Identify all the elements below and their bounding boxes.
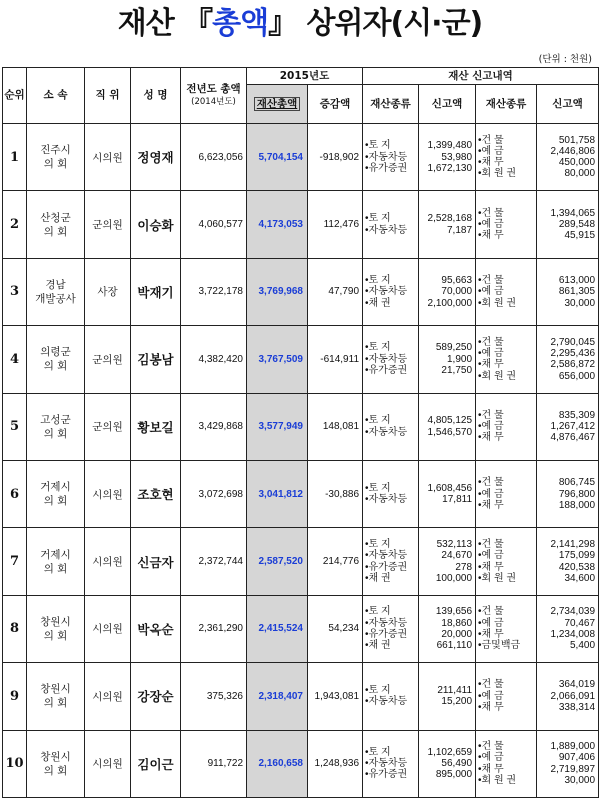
asset-amount-2-item: 175,099	[558, 550, 596, 562]
dept-line-2: 의 회	[43, 158, 68, 171]
dept-line-2: 의 회	[43, 562, 68, 575]
title-suffix: 』 상위자(시·군)	[268, 6, 483, 41]
name-cell: 정영재	[131, 124, 181, 191]
asset-amount-1	[419, 258, 476, 325]
table-row	[3, 191, 599, 258]
asset-type-1-item: •유가증권	[365, 365, 408, 377]
asset-type-2-item: •채 무	[478, 499, 504, 511]
total-cell: 5,704,154	[247, 124, 308, 191]
change-cell: -30,886	[308, 460, 363, 527]
name-cell: 조호현	[131, 460, 181, 527]
header-total-label: 재산총액	[254, 97, 301, 111]
prev-total-cell: 3,072,698	[181, 460, 247, 527]
total-cell: 2,587,520	[247, 528, 308, 595]
asset-type-2-item: •채 무	[478, 763, 504, 775]
header-prev-total-label: 전년도 총액	[186, 82, 241, 95]
total-cell: 2,160,658	[247, 730, 308, 797]
dept-line-1: 의령군	[40, 346, 71, 359]
dept-line-1: 산청군	[40, 211, 71, 224]
asset-amount-2-item: 2,066,091	[550, 690, 596, 702]
asset-type-1-item: •유가증권	[365, 769, 408, 781]
asset-amount-2-item: 2,734,039	[550, 606, 596, 618]
asset-amount-1-item: 53,980	[441, 151, 473, 163]
change-cell: 1,943,081	[308, 663, 363, 730]
asset-amount-2-item: 70,467	[564, 617, 596, 629]
position-cell: 시의원	[85, 460, 131, 527]
header-amount2: 신고액	[537, 85, 599, 124]
dept-line-2: 의 회	[43, 629, 68, 642]
asset-type-2	[476, 258, 537, 325]
asset-type-2-item: •채 무	[478, 359, 504, 371]
asset-amount-2-item: 2,141,298	[550, 538, 596, 550]
dept-line-2: 개발공사	[35, 292, 76, 305]
asset-type-2-item: •회 원 권	[478, 370, 517, 382]
asset-type-1-item: •자동차등	[365, 151, 408, 163]
asset-amount-1-item: 20,000	[441, 628, 473, 640]
asset-type-2-item: •채 무	[478, 628, 504, 640]
asset-type-2	[476, 528, 537, 595]
total-cell: 3,577,949	[247, 393, 308, 460]
asset-type-2-item: •채 무	[478, 701, 504, 713]
asset-amount-2	[537, 528, 599, 595]
asset-amount-2-item: 364,019	[558, 679, 596, 691]
asset-type-2-item: •예 금	[478, 218, 504, 230]
asset-type-2-item: •예 금	[478, 752, 504, 764]
asset-amount-2	[537, 258, 599, 325]
header-2015: 2015년도	[247, 68, 363, 85]
asset-amount-1-item: 4,805,125	[427, 415, 473, 427]
asset-type-1	[363, 191, 419, 258]
change-cell: 148,081	[308, 393, 363, 460]
asset-type-1-item: •토 지	[365, 415, 391, 427]
dept-line-1: 거제시	[40, 481, 71, 494]
prev-total-cell: 375,326	[181, 663, 247, 730]
asset-amount-2-item: 2,790,045	[550, 336, 596, 348]
asset-type-1	[363, 124, 419, 191]
position-cell: 군의원	[85, 326, 131, 393]
asset-type-1-item: •토 지	[365, 538, 391, 550]
total-cell: 3,041,812	[247, 460, 308, 527]
prev-total-cell: 6,623,056	[181, 124, 247, 191]
asset-amount-1	[419, 326, 476, 393]
asset-amount-1	[419, 393, 476, 460]
asset-type-1	[363, 595, 419, 662]
asset-amount-1-item: 24,670	[441, 550, 473, 562]
change-cell: 1,248,936	[308, 730, 363, 797]
rank-cell: 1	[3, 124, 27, 191]
asset-amount-2-item: 30,000	[564, 297, 596, 309]
name-cell: 박재기	[131, 258, 181, 325]
header-report: 재산 신고내역	[363, 68, 599, 85]
asset-type-1-item: •자동차등	[365, 617, 408, 629]
asset-type-1-item: •채 권	[365, 572, 391, 584]
asset-type-2-item: •건 물	[478, 679, 504, 691]
asset-type-1-item: •토 지	[365, 140, 391, 152]
asset-amount-1-item: 1,608,456	[427, 482, 473, 494]
dept-line-1: 경남	[45, 278, 66, 291]
asset-type-1-item: •유가증권	[365, 628, 408, 640]
asset-amount-2-item: 861,305	[558, 286, 596, 298]
rank-cell: 4	[3, 326, 27, 393]
total-cell: 3,767,509	[247, 326, 308, 393]
dept-line-2: 의 회	[43, 225, 68, 238]
asset-type-2	[476, 191, 537, 258]
name-cell: 김이근	[131, 730, 181, 797]
asset-amount-2-item: 5,400	[570, 640, 596, 652]
asset-amount-1-item: 70,000	[441, 286, 473, 298]
asset-amount-1-item: 100,000	[435, 572, 473, 584]
asset-amount-2-item: 34,600	[564, 572, 596, 584]
asset-amount-2-item: 796,800	[558, 488, 596, 500]
asset-type-2-item: •회 원 권	[478, 297, 517, 309]
name-cell: 강장순	[131, 663, 181, 730]
change-cell: -614,911	[308, 326, 363, 393]
change-cell: -918,902	[308, 124, 363, 191]
asset-amount-1	[419, 730, 476, 797]
position-cell: 군의원	[85, 393, 131, 460]
asset-type-2-item: •예 금	[478, 488, 504, 500]
asset-amount-2-item: 2,586,872	[550, 359, 596, 371]
name-cell: 신금자	[131, 528, 181, 595]
asset-amount-2-item: 501,758	[558, 134, 596, 146]
dept-cell	[27, 663, 85, 730]
total-cell: 3,769,968	[247, 258, 308, 325]
asset-amount-2-item: 2,295,436	[550, 348, 596, 360]
asset-amount-2-item: 1,394,065	[550, 207, 596, 219]
dept-line-1: 창원시	[40, 683, 71, 696]
asset-amount-2-item: 338,314	[558, 701, 596, 713]
asset-amount-1-item: 1,102,659	[427, 746, 473, 758]
asset-amount-2-item: 30,000	[564, 775, 596, 786]
asset-amount-2-item: 188,000	[558, 499, 596, 511]
asset-type-2-item: •채 무	[478, 157, 504, 169]
rank-cell: 10	[3, 730, 27, 797]
prev-total-cell: 4,060,577	[181, 191, 247, 258]
asset-amount-2-item: 45,915	[564, 230, 596, 242]
asset-type-2-item: •건 물	[478, 275, 504, 287]
dept-line-1: 창원시	[40, 615, 71, 628]
asset-amount-1	[419, 460, 476, 527]
asset-amount-1-item: 15,200	[441, 696, 473, 708]
asset-type-1	[363, 258, 419, 325]
asset-amount-2	[537, 326, 599, 393]
dept-line-1: 고성군	[40, 413, 71, 426]
asset-type-1-item: •토 지	[365, 213, 391, 225]
position-cell: 시의원	[85, 663, 131, 730]
dept-cell	[27, 124, 85, 191]
rank-cell: 5	[3, 393, 27, 460]
dept-cell	[27, 528, 85, 595]
asset-amount-1-item: 56,490	[441, 758, 473, 770]
asset-amount-2-item: 4,876,467	[550, 432, 596, 444]
asset-type-1-item: •유가증권	[365, 162, 408, 174]
header-amount1: 신고액	[419, 85, 476, 124]
asset-type-2-item: •건 물	[478, 741, 504, 753]
page-title	[0, 2, 600, 46]
table-row	[3, 124, 599, 191]
asset-type-2-item: •채 무	[478, 561, 504, 573]
table-row	[3, 528, 599, 595]
table-row	[3, 595, 599, 662]
dept-line-2: 의 회	[43, 360, 68, 373]
asset-type-2	[476, 663, 537, 730]
rank-cell: 7	[3, 528, 27, 595]
total-cell: 2,415,524	[247, 595, 308, 662]
title-prefix: 재산 『	[117, 6, 213, 41]
asset-type-1-item: •자동차등	[365, 494, 408, 506]
position-cell: 시의원	[85, 730, 131, 797]
name-cell: 김봉남	[131, 326, 181, 393]
asset-amount-1-item: 2,528,168	[427, 213, 473, 225]
asset-amount-2-item: 2,446,806	[550, 145, 596, 157]
position-cell: 군의원	[85, 191, 131, 258]
asset-ranking-table	[2, 67, 599, 798]
name-cell: 황보길	[131, 393, 181, 460]
asset-amount-1-item: 895,000	[435, 769, 473, 781]
asset-type-2-item: •건 물	[478, 606, 504, 618]
header-name: 성 명	[131, 68, 181, 124]
asset-type-2-item: •예 금	[478, 286, 504, 298]
asset-amount-1-item: 95,663	[441, 275, 473, 287]
rank-cell: 8	[3, 595, 27, 662]
asset-amount-2-item: 613,000	[558, 275, 596, 287]
asset-type-2	[476, 730, 537, 797]
asset-amount-1-item: 589,250	[435, 342, 473, 354]
asset-amount-2-item: 450,000	[558, 157, 596, 169]
change-cell: 47,790	[308, 258, 363, 325]
dept-line-2: 의 회	[43, 427, 68, 440]
asset-type-2	[476, 595, 537, 662]
asset-type-2-item: •건 물	[478, 409, 504, 421]
prev-total-cell: 3,722,178	[181, 258, 247, 325]
dept-cell	[27, 191, 85, 258]
change-cell: 54,234	[308, 595, 363, 662]
asset-amount-2	[537, 663, 599, 730]
asset-type-1-item: •토 지	[365, 606, 391, 618]
table-row	[3, 393, 599, 460]
asset-type-1	[363, 326, 419, 393]
asset-amount-2	[537, 393, 599, 460]
dept-cell	[27, 595, 85, 662]
position-cell: 시의원	[85, 124, 131, 191]
asset-amount-1-item: 7,187	[446, 224, 473, 236]
dept-cell	[27, 730, 85, 797]
asset-type-1-item: •자동차등	[365, 224, 408, 236]
header-change: 증감액	[308, 85, 363, 124]
asset-type-2	[476, 326, 537, 393]
asset-type-1-item: •채 권	[365, 640, 391, 652]
position-cell: 사장	[85, 258, 131, 325]
dept-line-2: 의 회	[43, 495, 68, 508]
prev-total-cell: 2,372,744	[181, 528, 247, 595]
name-cell: 박옥순	[131, 595, 181, 662]
asset-amount-1-item: 21,750	[441, 365, 473, 377]
unit-note: (단위 : 천원)	[538, 54, 592, 65]
table-row	[3, 730, 599, 797]
asset-type-2-item: •건 물	[478, 207, 504, 219]
asset-type-1-item: •자동차등	[365, 286, 408, 298]
asset-type-1-item: •토 지	[365, 275, 391, 287]
asset-amount-2-item: 835,309	[558, 409, 596, 421]
asset-type-2-item: •건 물	[478, 538, 504, 550]
dept-cell	[27, 460, 85, 527]
header-total	[247, 85, 308, 124]
asset-amount-2	[537, 595, 599, 662]
asset-amount-2-item: 907,406	[558, 752, 596, 764]
table-body	[3, 124, 599, 798]
asset-type-2-item: •예 금	[478, 348, 504, 360]
header-dept: 소 속	[27, 68, 85, 124]
name-cell: 이승화	[131, 191, 181, 258]
asset-type-2-item: •건 물	[478, 134, 504, 146]
asset-amount-1	[419, 191, 476, 258]
asset-amount-2-item: 289,548	[558, 218, 596, 230]
prev-total-cell: 3,429,868	[181, 393, 247, 460]
header-rank: 순위	[3, 68, 27, 124]
asset-amount-2	[537, 460, 599, 527]
asset-amount-2-item: 1,267,412	[550, 421, 596, 433]
asset-amount-1-item: 278	[455, 561, 473, 573]
rank-cell: 2	[3, 191, 27, 258]
header-prev-total-sub: (2014년도)	[191, 96, 236, 107]
asset-amount-2-item: 806,745	[558, 477, 596, 489]
asset-amount-1	[419, 663, 476, 730]
asset-amount-2-item: 656,000	[558, 370, 596, 382]
asset-type-1-item: •토 지	[365, 482, 391, 494]
asset-type-1-item: •유가증권	[365, 561, 408, 573]
total-cell: 2,318,407	[247, 663, 308, 730]
change-cell: 112,476	[308, 191, 363, 258]
asset-type-2-item: •예 금	[478, 617, 504, 629]
dept-cell	[27, 393, 85, 460]
asset-type-2	[476, 393, 537, 460]
asset-amount-2-item: 80,000	[564, 168, 596, 180]
asset-type-1	[363, 663, 419, 730]
asset-amount-1-item: 661,110	[436, 640, 473, 652]
asset-type-1-item: •자동차등	[365, 353, 408, 365]
rank-cell: 6	[3, 460, 27, 527]
asset-amount-1-item: 2,100,000	[427, 297, 473, 309]
table-row	[3, 326, 599, 393]
asset-amount-1-item: 1,546,570	[427, 426, 473, 438]
asset-amount-2	[537, 191, 599, 258]
asset-amount-1-item: 1,672,130	[427, 162, 473, 174]
prev-total-cell: 2,361,290	[181, 595, 247, 662]
dept-cell	[27, 326, 85, 393]
asset-type-2-item: •채 무	[478, 432, 504, 444]
asset-amount-2-item: 1,234,008	[550, 628, 596, 640]
asset-type-1	[363, 730, 419, 797]
dept-line-1: 창원시	[40, 750, 71, 763]
asset-type-1-item: •자동차등	[365, 550, 408, 562]
asset-type-1-item: •자동차등	[365, 758, 408, 770]
dept-cell	[27, 258, 85, 325]
asset-type-2-item: •회 원 권	[478, 168, 517, 180]
asset-type-2	[476, 124, 537, 191]
dept-line-2: 의 회	[43, 764, 68, 777]
asset-amount-2-item: 2,719,897	[550, 763, 596, 775]
table-row	[3, 663, 599, 730]
header-position: 직 위	[85, 68, 131, 124]
asset-type-2-item: •건 물	[478, 477, 504, 489]
asset-type-1-item: •토 지	[365, 342, 391, 354]
dept-line-2: 의 회	[43, 697, 68, 710]
rank-cell: 3	[3, 258, 27, 325]
asset-type-1-item: •자동차등	[365, 426, 408, 438]
asset-amount-2-item: 420,538	[558, 561, 596, 573]
table-row	[3, 258, 599, 325]
total-cell: 4,173,053	[247, 191, 308, 258]
asset-type-2-item: •예 금	[478, 145, 504, 157]
asset-type-2-item: •회 원 권	[478, 775, 517, 786]
asset-amount-2-item: 1,889,000	[550, 741, 596, 753]
asset-amount-2	[537, 730, 599, 797]
asset-type-2-item: •예 금	[478, 690, 504, 702]
dept-line-1: 거제시	[40, 548, 71, 561]
asset-type-2-item: •예 금	[478, 550, 504, 562]
asset-type-1-item: •토 지	[365, 746, 391, 758]
asset-amount-1	[419, 124, 476, 191]
asset-type-2-item: •금및백금	[478, 640, 521, 652]
prev-total-cell: 911,722	[181, 730, 247, 797]
asset-type-2-item: •채 무	[478, 230, 504, 242]
asset-amount-1-item: 532,113	[436, 538, 473, 550]
asset-type-1-item: •채 권	[365, 297, 391, 309]
asset-type-1	[363, 393, 419, 460]
asset-type-2	[476, 460, 537, 527]
title-highlight: 총액	[212, 6, 269, 41]
header-prev-total	[181, 68, 247, 124]
asset-amount-1-item: 1,900	[446, 353, 473, 365]
asset-type-1-item: •자동차등	[365, 696, 408, 708]
asset-type-2-item: •예 금	[478, 421, 504, 433]
asset-amount-1-item: 139,656	[435, 606, 473, 618]
asset-type-2-item: •회 원 권	[478, 572, 517, 584]
table-row	[3, 460, 599, 527]
asset-type-1	[363, 528, 419, 595]
asset-amount-1-item: 17,811	[442, 494, 473, 506]
asset-amount-1-item: 1,399,480	[427, 140, 473, 152]
asset-type-1-item: •토 지	[365, 685, 391, 697]
dept-line-1: 진주시	[40, 144, 71, 157]
header-type2: 재산종류	[476, 85, 537, 124]
rank-cell: 9	[3, 663, 27, 730]
asset-amount-1	[419, 528, 476, 595]
asset-type-2-item: •건 물	[478, 336, 504, 348]
position-cell: 시의원	[85, 528, 131, 595]
asset-type-1	[363, 460, 419, 527]
asset-amount-1-item: 211,411	[437, 685, 473, 697]
change-cell: 214,776	[308, 528, 363, 595]
header-type1: 재산종류	[363, 85, 419, 124]
asset-amount-2	[537, 124, 599, 191]
prev-total-cell: 4,382,420	[181, 326, 247, 393]
asset-amount-1-item: 18,860	[441, 617, 473, 629]
position-cell: 시의원	[85, 595, 131, 662]
asset-amount-1	[419, 595, 476, 662]
